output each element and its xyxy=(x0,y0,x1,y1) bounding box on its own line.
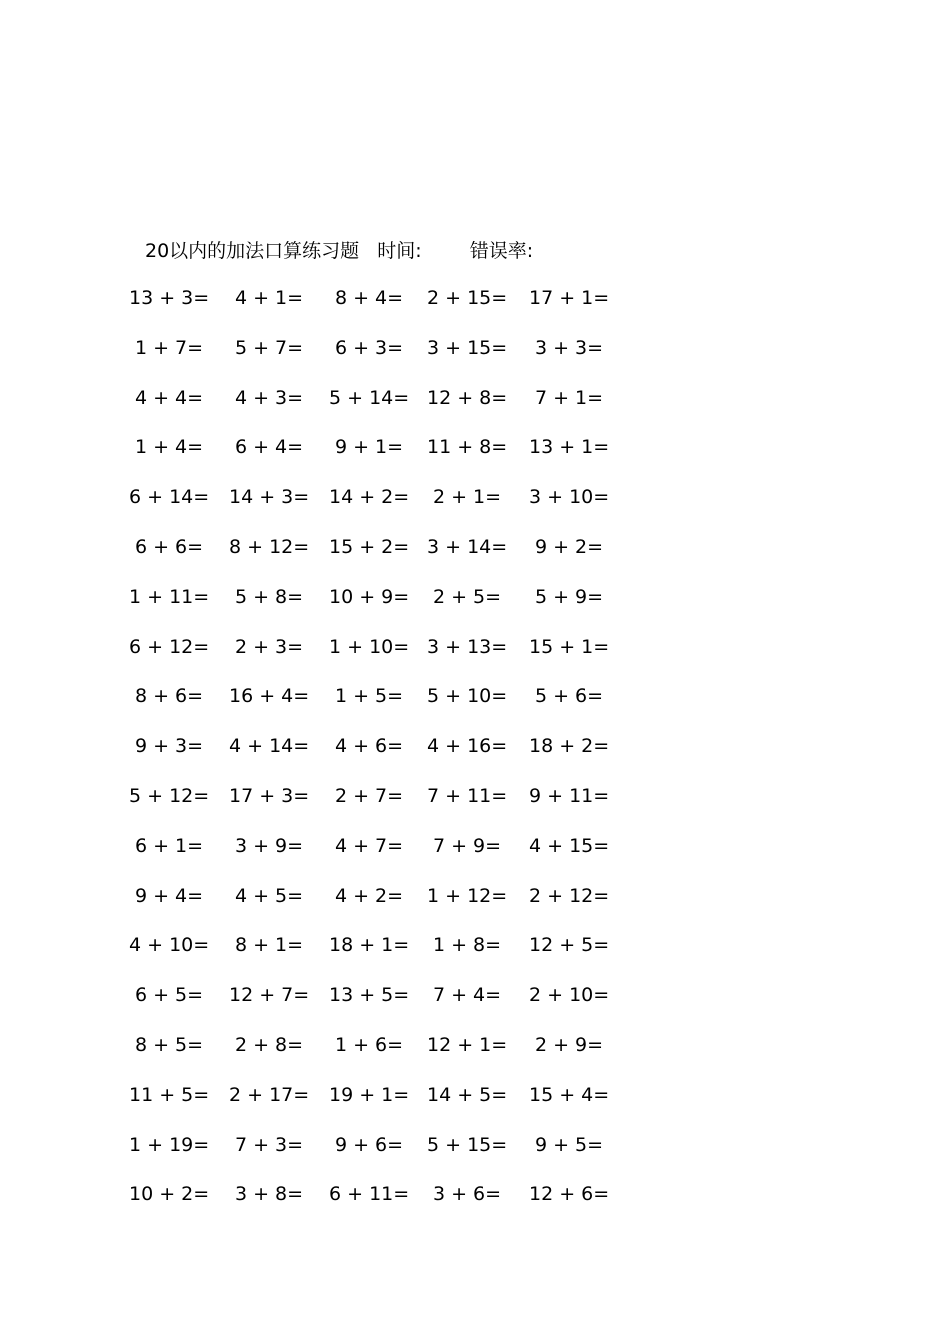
problem-cell: 5 + 10= xyxy=(427,685,508,708)
problem-cell: 12 + 7= xyxy=(229,984,310,1007)
worksheet-title: 20以内的加法口算练习题 xyxy=(145,240,360,262)
problem-cell: 10 + 2= xyxy=(129,1183,210,1206)
problem-row xyxy=(129,483,645,533)
problem-grid xyxy=(129,284,645,1230)
problem-row xyxy=(134,882,645,932)
problem-row xyxy=(129,284,645,334)
problem-cell: 13 + 5= xyxy=(329,984,410,1007)
problem-cell: 14 + 2= xyxy=(329,486,410,509)
problem-row xyxy=(129,633,645,683)
problem-cell: 4 + 5= xyxy=(234,884,304,907)
problem-cell: 3 + 13= xyxy=(427,635,508,658)
problem-cell: 1 + 12= xyxy=(427,884,508,907)
problem-cell: 5 + 7= xyxy=(234,336,304,359)
problem-cell: 12 + 6= xyxy=(529,1183,610,1206)
problem-cell: 3 + 3= xyxy=(534,336,604,359)
problem-cell: 12 + 1= xyxy=(427,1033,508,1056)
problem-cell: 9 + 2= xyxy=(534,535,604,558)
problem-cell: 6 + 4= xyxy=(234,436,304,459)
problem-cell: 19 + 1= xyxy=(329,1083,410,1106)
problem-cell: 9 + 3= xyxy=(134,735,204,758)
problem-cell: 4 + 2= xyxy=(334,884,404,907)
problem-cell: 1 + 11= xyxy=(129,585,210,608)
problem-cell: 6 + 12= xyxy=(129,635,210,658)
problem-cell: 2 + 8= xyxy=(234,1033,304,1056)
problem-cell: 2 + 12= xyxy=(529,884,610,907)
problem-cell: 16 + 4= xyxy=(229,685,310,708)
problem-cell: 10 + 9= xyxy=(329,585,410,608)
problem-row xyxy=(134,732,645,782)
problem-row xyxy=(129,583,645,633)
problem-row xyxy=(129,782,645,832)
problem-cell: 18 + 1= xyxy=(329,934,410,957)
problem-row xyxy=(134,682,645,732)
problem-cell: 1 + 10= xyxy=(329,635,410,658)
problem-row xyxy=(134,334,645,384)
worksheet-header xyxy=(145,236,533,263)
problem-cell: 4 + 10= xyxy=(129,934,210,957)
problem-cell: 1 + 5= xyxy=(334,685,404,708)
problem-cell: 5 + 12= xyxy=(129,784,210,807)
problem-cell: 17 + 3= xyxy=(229,784,310,807)
problem-cell: 2 + 3= xyxy=(234,635,304,658)
problem-cell: 7 + 3= xyxy=(234,1133,304,1156)
problem-cell: 6 + 6= xyxy=(134,535,204,558)
problem-cell: 18 + 2= xyxy=(529,735,610,758)
time-label: 时间: xyxy=(377,240,422,262)
problem-cell: 9 + 1= xyxy=(334,436,404,459)
problem-cell: 5 + 8= xyxy=(234,585,304,608)
problem-cell: 7 + 1= xyxy=(534,386,604,409)
problem-cell: 4 + 6= xyxy=(334,735,404,758)
problem-cell: 4 + 15= xyxy=(529,834,610,857)
problem-cell: 8 + 4= xyxy=(334,287,404,309)
problem-cell: 8 + 1= xyxy=(234,934,304,957)
problem-cell: 11 + 8= xyxy=(427,436,508,459)
problem-cell: 11 + 5= xyxy=(129,1083,210,1106)
problem-cell: 3 + 15= xyxy=(427,336,508,359)
problem-cell: 1 + 8= xyxy=(432,934,502,957)
problem-cell: 6 + 11= xyxy=(329,1183,410,1206)
problem-cell: 7 + 11= xyxy=(427,784,508,807)
problem-row xyxy=(134,832,645,882)
problem-cell: 2 + 9= xyxy=(534,1033,604,1056)
problem-cell: 1 + 4= xyxy=(134,436,204,459)
problem-cell: 4 + 1= xyxy=(234,287,304,309)
problem-row xyxy=(134,433,645,483)
problem-row xyxy=(129,1131,645,1181)
problem-cell: 2 + 7= xyxy=(334,784,404,807)
problem-cell: 13 + 1= xyxy=(529,436,610,459)
problem-cell: 17 + 1= xyxy=(529,287,610,309)
problem-cell: 9 + 5= xyxy=(534,1133,604,1156)
problem-cell: 9 + 6= xyxy=(334,1133,404,1156)
problem-cell: 3 + 8= xyxy=(234,1183,304,1206)
problem-cell: 12 + 5= xyxy=(529,934,610,957)
problem-cell: 5 + 15= xyxy=(427,1133,508,1156)
problem-cell: 4 + 16= xyxy=(427,735,508,758)
error-rate-label: 错误率: xyxy=(469,240,534,262)
problem-cell: 6 + 3= xyxy=(334,336,404,359)
problem-cell: 1 + 6= xyxy=(334,1033,404,1056)
problem-cell: 3 + 9= xyxy=(234,834,304,857)
problem-cell: 3 + 10= xyxy=(529,486,610,509)
problem-row xyxy=(129,931,645,981)
problem-cell: 5 + 14= xyxy=(329,386,410,409)
problem-cell: 9 + 11= xyxy=(529,784,610,807)
problem-row xyxy=(129,1081,645,1131)
problem-row xyxy=(134,533,645,583)
problem-cell: 15 + 4= xyxy=(529,1083,610,1106)
problem-row xyxy=(134,981,645,1031)
problem-cell: 8 + 6= xyxy=(134,685,204,708)
problem-cell: 6 + 5= xyxy=(134,984,204,1007)
problem-cell: 8 + 5= xyxy=(134,1033,204,1056)
problem-cell: 9 + 4= xyxy=(134,884,204,907)
problem-cell: 6 + 1= xyxy=(134,834,204,857)
problem-cell: 13 + 3= xyxy=(129,287,210,309)
problem-cell: 7 + 4= xyxy=(432,984,502,1007)
problem-cell: 2 + 17= xyxy=(229,1083,310,1106)
problem-row xyxy=(129,1180,645,1230)
problem-cell: 4 + 7= xyxy=(334,834,404,857)
problem-cell: 6 + 14= xyxy=(129,486,210,509)
problem-cell: 2 + 5= xyxy=(432,585,502,608)
problem-cell: 3 + 14= xyxy=(427,535,508,558)
problem-cell: 1 + 7= xyxy=(134,336,204,359)
problem-cell: 15 + 2= xyxy=(329,535,410,558)
problem-cell: 12 + 8= xyxy=(427,386,508,409)
problem-cell: 15 + 1= xyxy=(529,635,610,658)
problem-cell: 1 + 19= xyxy=(129,1133,210,1156)
problem-cell: 8 + 12= xyxy=(229,535,310,558)
problem-cell: 4 + 4= xyxy=(134,386,204,409)
problem-row xyxy=(134,1031,645,1081)
problem-cell: 4 + 3= xyxy=(234,386,304,409)
problem-cell: 4 + 14= xyxy=(229,735,310,758)
problem-cell: 3 + 6= xyxy=(432,1183,502,1206)
problem-cell: 14 + 5= xyxy=(427,1083,508,1106)
problem-cell: 5 + 9= xyxy=(534,585,604,608)
problem-cell: 5 + 6= xyxy=(534,685,604,708)
problem-cell: 2 + 1= xyxy=(432,486,502,509)
problem-cell: 2 + 15= xyxy=(427,287,508,309)
problem-cell: 14 + 3= xyxy=(229,486,310,509)
problem-cell: 7 + 9= xyxy=(432,834,502,857)
problem-cell: 2 + 10= xyxy=(529,984,610,1007)
problem-row xyxy=(134,384,645,434)
